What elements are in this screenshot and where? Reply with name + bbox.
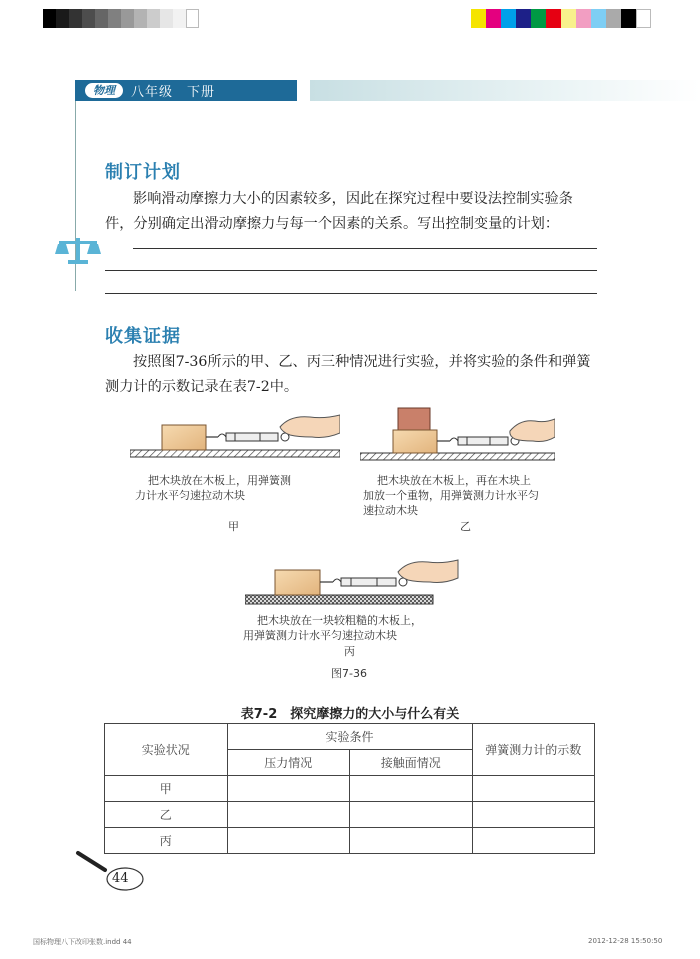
answer-line bbox=[105, 293, 597, 294]
table-caption: 表7-2 探究摩擦力的大小与什么有关 bbox=[240, 707, 460, 722]
section-heading-evidence: 收集证据 bbox=[105, 326, 181, 347]
experiment-b-illustration bbox=[360, 405, 555, 467]
experiment-table bbox=[104, 723, 595, 854]
table-row bbox=[105, 828, 595, 854]
chapter-header bbox=[75, 80, 297, 101]
answer-line bbox=[133, 248, 597, 249]
table-header-surface: 接触面情况 bbox=[350, 750, 473, 776]
table-row-label: 甲 bbox=[105, 776, 228, 802]
table-cell[interactable] bbox=[472, 802, 595, 828]
section-plan-text: 影响滑动摩擦力大小的因素较多，因此在探究过程中要设法控制实验条件，分别确定出滑动摩擦力与每一个因素的关系。写出控制变量的计划： bbox=[105, 191, 573, 232]
section-evidence-text: 按照图7-36所示的甲、乙、丙三种情况进行实验，并将实验的条件和弹簧测力计的示数记录在表7-2中。 bbox=[105, 354, 591, 395]
figure-b-label: 乙 bbox=[460, 520, 471, 533]
figure-a-label: 甲 bbox=[228, 520, 239, 533]
figure-title: 图7-36 bbox=[331, 667, 367, 680]
figure-c-label: 丙 bbox=[344, 645, 355, 658]
subject-badge: 物理 bbox=[85, 83, 123, 98]
table-cell[interactable] bbox=[350, 776, 473, 802]
table-row bbox=[105, 802, 595, 828]
table-cell[interactable] bbox=[227, 776, 350, 802]
figure-b-caption-line-3: 速拉动木块 bbox=[363, 504, 418, 517]
figure-a-caption-line-2: 力计水平匀速拉动木块 bbox=[135, 489, 245, 502]
footer-file-info: 国标物理八下改印张数.indd 44 bbox=[33, 938, 132, 946]
figure-c-caption-line-1: 把木块放在一块较粗糙的木板上， bbox=[257, 614, 422, 627]
page-number: 44 bbox=[112, 871, 129, 886]
table-header-reading: 弹簧测力计的示数 bbox=[472, 724, 595, 776]
answer-line bbox=[105, 270, 597, 271]
table-cell[interactable] bbox=[227, 828, 350, 854]
table-cell[interactable] bbox=[227, 802, 350, 828]
table-cell[interactable] bbox=[350, 828, 473, 854]
table-header-pressure: 压力情况 bbox=[227, 750, 350, 776]
table-header-conditions: 实验条件 bbox=[227, 724, 472, 750]
figure-b-caption-line-2: 加放一个重物，用弹簧测力计水平匀 bbox=[363, 489, 539, 502]
balance-scale-icon bbox=[55, 236, 101, 266]
figure-a-caption-line-1: 把木块放在木板上，用弹簧测 bbox=[148, 474, 291, 487]
experiment-c-illustration bbox=[245, 555, 460, 607]
table-cell[interactable] bbox=[472, 828, 595, 854]
table-row-label: 乙 bbox=[105, 802, 228, 828]
table-cell[interactable] bbox=[350, 802, 473, 828]
color-calibration-bar bbox=[471, 9, 651, 28]
experiment-a-illustration bbox=[130, 405, 340, 465]
table-row bbox=[105, 776, 595, 802]
table-header-state: 实验状况 bbox=[105, 724, 228, 776]
table-cell[interactable] bbox=[472, 776, 595, 802]
figure-c-caption-line-2: 用弹簧测力计水平匀速拉动木块 bbox=[243, 629, 397, 642]
magnifier-icon bbox=[75, 850, 145, 892]
footer-timestamp: 2012-12-28 15:50:50 bbox=[588, 937, 663, 945]
grayscale-calibration-bar bbox=[43, 9, 199, 28]
header-gradient-bar bbox=[310, 80, 700, 101]
figure-b-caption-line-1: 把木块放在木板上，再在木块上 bbox=[377, 474, 531, 487]
grade-label: 八年级 下册 bbox=[131, 85, 216, 100]
table-row-label: 丙 bbox=[105, 828, 228, 854]
section-heading-plan: 制订计划 bbox=[105, 162, 181, 183]
